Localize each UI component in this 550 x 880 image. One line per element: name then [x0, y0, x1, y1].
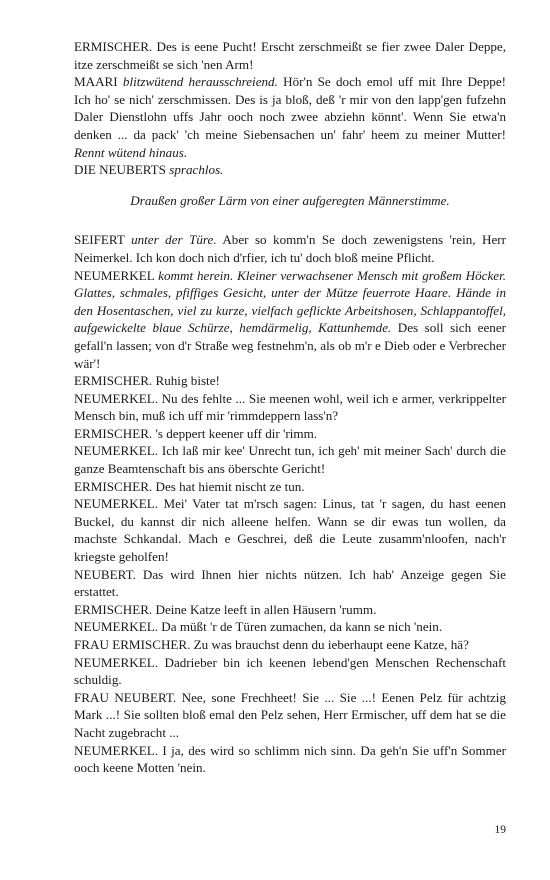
dialogue-paragraph [74, 566, 506, 601]
dialogue-paragraph [74, 742, 506, 777]
text-segment: NEUMERKEL. Ich laß mir kee' Unrecht tun, ich geh' mit meiner Sach' durch die ganze Beamtenschaft bis ans öberschte Gericht! [74, 443, 506, 477]
dialogue-paragraph [74, 478, 506, 496]
text-segment: ERMISCHER. Deine Katze leeft in allen Häusern 'rumm. [74, 601, 377, 617]
text-segment: NEUMERKEL. Da müßt 'r de Türen zumachen, da kann se nich 'nein. [74, 619, 443, 635]
dialogue-paragraph [74, 601, 506, 619]
italic-text-segment: unter der Türe. [131, 232, 217, 248]
dialogue-paragraph [74, 372, 506, 390]
text-segment: NEUMERKEL. Mei' Vater tat m'rsch sagen: Linus, tat 'r sagen, du hast eenen Buckel, du kannst dir nich alleene helfen. Wann se dir ewas tun wollen, da machste Schkandal. Mach e Geschrei, deß die Leute zusamm'nloofen, nach'r kriegste geholfen! [74, 496, 506, 565]
text-segment: Des soll sich eener gefall'n lassen; von d'r Straße weg festnehm'n, als ob m'r e Dieb oder e Verbrecher wär'! [74, 320, 507, 371]
text-segment: Hör'n Se doch emol uff mit Ihre Deppe! Ich ho' se nich' zerschmissen. Des is ja bloß, deß 'r mir von den lapp'gen fufzehn Daler Dienstlohn uffs Jahr ooch noch zwee abziehn könnt'. Wenn Sie etwa'n denken ... da pack' 'ch meine Siebensachen un' fahr' heem zu meiner Mutter! [74, 74, 506, 142]
text-segment: FRAU ERMISCHER. Zu was brauchst denn du ieberhaupt eene Katze, hä? [74, 637, 469, 652]
text-segment: ERMISCHER. Des hat hiemit nischt ze tun. [74, 478, 305, 494]
dialogue-paragraph [74, 425, 506, 443]
text-segment: FRAU NEUBERT. Nee, sone Frechheet! Sie ... Sie ...! Eenen Pelz für achtzig Mark ...! Sie sollten bloß emal den Pelz sehen, Herr Ermischer, uff dem hat se die Nacht zugebracht ... [74, 689, 506, 740]
text-segment: ERMISCHER. Des is eene Pucht! Erscht zerschmeißt se fier zwee Daler Deppe, itze zerschmeißt se sich 'nen Arm! [74, 39, 506, 72]
text-segment: NEUMERKEL [74, 267, 159, 283]
text-segment: NEUMERKEL. Nu des fehlte ... Sie meenen wohl, weil ich e armer, verkrippelter Mensch bin, muß ich uff mir 'rimmdeppern lass'n? [74, 390, 506, 424]
dialogue-paragraph [74, 390, 506, 425]
document-page [74, 38, 506, 777]
text-segment: MAARI [74, 74, 123, 90]
dialogue-paragraph [74, 73, 506, 161]
italic-text-segment: sprachlos. [169, 162, 224, 178]
text-segment: SEIFERT [74, 232, 132, 248]
text-segment: NEUBERT. Das wird Ihnen hier nichts nützen. Ich hab' Anzeige gegen Sie erstattet. [74, 566, 506, 600]
dialogue-paragraph [74, 654, 506, 689]
text-segment: NEUMERKEL. I ja, des wird so schlimm nich sinn. Da geh'n Sie uff'n Sommer ooch keene Motten 'nein. [74, 742, 506, 776]
dialogue-paragraph [74, 38, 506, 73]
dialogue-paragraph [74, 267, 506, 373]
italic-text-segment: blitzwütend herausschreiend. [122, 74, 278, 90]
text-segment: DIE NEUBERTS [74, 162, 170, 178]
dialogue-paragraph [74, 618, 506, 636]
dialogue-paragraph [74, 495, 506, 565]
italic-text-segment: kommt herein. Kleiner verwachsener Mensch mit großem Höcker. Glattes, schmales, pfiffiges Gesicht, unter der Mütze feuerrote Haare. Hände in den Hosentaschen, viel zu kurze, vielfach geflickte Arbeitshosen, Schlappantoffel, aufgewickelte blaue Schürze, hemdärmelig, Kattunhemde. [74, 267, 506, 336]
text-segment: ERMISCHER. Ruhig biste! [74, 373, 220, 389]
text-segment: ERMISCHER. 's deppert keener uff dir 'rimm. [74, 425, 318, 441]
text-segment: Aber so komm'n Se doch zewenigstens 'rein, Herr Neimerkel. Ich kon doch nich d'rfier, ich tu' doch bloß meine Pflicht. [74, 232, 506, 265]
italic-text-segment: Rennt wütend hinaus. [74, 144, 188, 160]
stage-direction [74, 192, 506, 210]
dialogue-paragraph [74, 231, 506, 266]
dialogue-paragraph [74, 442, 506, 477]
text-segment: NEUMERKEL. Dadrieber bin ich keenen lebend'gen Menschen Rechenschaft schuldig. [74, 654, 506, 688]
dialogue-paragraph [74, 161, 506, 179]
italic-text-segment: Draußen großer Lärm von einer aufgeregten Männerstimme. [130, 192, 450, 208]
dialogue-paragraph [74, 636, 506, 654]
dialogue-paragraph [74, 689, 506, 742]
page-number: 19 [494, 824, 506, 836]
